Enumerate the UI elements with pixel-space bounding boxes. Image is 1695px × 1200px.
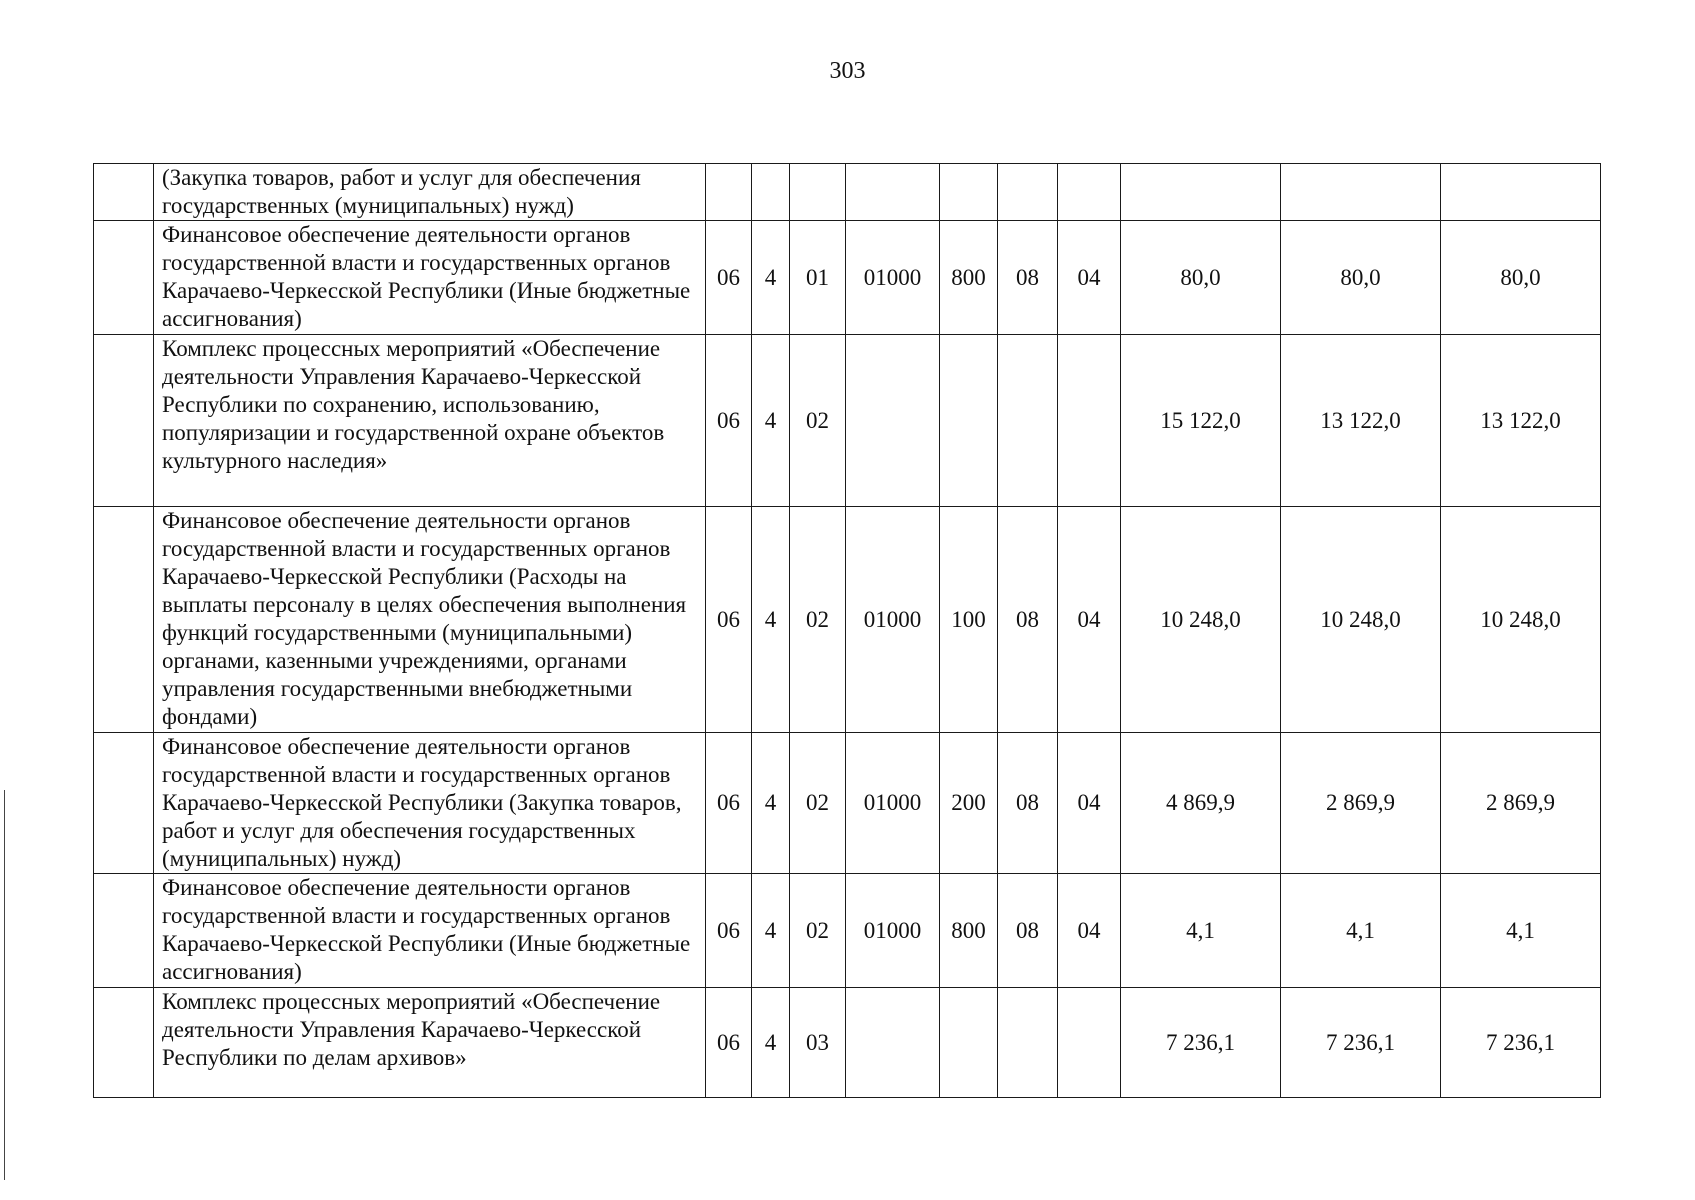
subsection-code-cell: 4 (752, 507, 790, 733)
subchapter-code-cell: 04 (1058, 221, 1121, 335)
table-row (94, 335, 1601, 507)
amount-year-1-cell: 80,0 (1121, 221, 1281, 335)
program-code-cell: 02 (790, 874, 846, 988)
amount-year-1-cell: 4 869,9 (1121, 733, 1281, 874)
table-row (94, 988, 1601, 1098)
amount-year-2-cell: 10 248,0 (1281, 507, 1441, 733)
row-number-cell (94, 874, 154, 988)
amount-year-2-cell: 13 122,0 (1281, 335, 1441, 507)
table-row (94, 164, 1601, 221)
scan-margin-line (4, 790, 5, 1180)
subsection-code-cell: 4 (752, 733, 790, 874)
description-cell: Финансовое обеспечение деятельности органов государственной власти и государственных органов Карачаево-Черкесской Республики (Иные бюджетные ассигнования) (154, 221, 706, 335)
page-number: 303 (829, 58, 866, 84)
expense-type-code-cell: 100 (940, 507, 998, 733)
chapter-code-cell: 08 (998, 874, 1058, 988)
program-code-cell: 01 (790, 221, 846, 335)
target-code-cell: 01000 (846, 221, 940, 335)
row-number-cell (94, 221, 154, 335)
table-body (94, 164, 1601, 1098)
expense-type-code-cell: 200 (940, 733, 998, 874)
amount-year-1-cell: 10 248,0 (1121, 507, 1281, 733)
description-cell: Финансовое обеспечение деятельности органов государственной власти и государственных органов Карачаево-Черкесской Республики (Иные бюджетные ассигнования) (154, 874, 706, 988)
description-cell: Финансовое обеспечение деятельности органов государственной власти и государственных органов Карачаево-Черкесской Республики (Расходы на выплаты персоналу в целях обеспечения выполнения функций государственными (муниципальными) органами, казенными учреждениями, органами управления государственными внебюджетными фондами) (154, 507, 706, 733)
amount-year-2-cell: 2 869,9 (1281, 733, 1441, 874)
chapter-code-cell (998, 164, 1058, 221)
row-number-cell (94, 733, 154, 874)
amount-year-2-cell: 80,0 (1281, 221, 1441, 335)
subsection-code-cell: 4 (752, 221, 790, 335)
section-code-cell (706, 164, 752, 221)
table-row (94, 733, 1601, 874)
program-code-cell: 02 (790, 335, 846, 507)
amount-year-3-cell: 80,0 (1441, 221, 1601, 335)
description-cell: (Закупка товаров, работ и услуг для обеспечения государственных (муниципальных) нужд) (154, 164, 706, 221)
table-row (94, 221, 1601, 335)
subchapter-code-cell (1058, 164, 1121, 221)
subchapter-code-cell: 04 (1058, 733, 1121, 874)
target-code-cell (846, 335, 940, 507)
section-code-cell: 06 (706, 733, 752, 874)
amount-year-3-cell: 7 236,1 (1441, 988, 1601, 1098)
subsection-code-cell: 4 (752, 988, 790, 1098)
description-cell: Финансовое обеспечение деятельности органов государственной власти и государственных органов Карачаево-Черкесской Республики (Закупка товаров, работ и услуг для обеспечения государственных (муниципальных) нужд) (154, 733, 706, 874)
subchapter-code-cell: 04 (1058, 874, 1121, 988)
amount-year-3-cell: 13 122,0 (1441, 335, 1601, 507)
expense-type-code-cell (940, 335, 998, 507)
row-number-cell (94, 164, 154, 221)
subsection-code-cell: 4 (752, 874, 790, 988)
row-number-cell (94, 988, 154, 1098)
amount-year-1-cell (1121, 164, 1281, 221)
program-code-cell: 03 (790, 988, 846, 1098)
amount-year-3-cell: 2 869,9 (1441, 733, 1601, 874)
section-code-cell: 06 (706, 874, 752, 988)
target-code-cell (846, 164, 940, 221)
amount-year-1-cell: 4,1 (1121, 874, 1281, 988)
program-code-cell: 02 (790, 507, 846, 733)
target-code-cell: 01000 (846, 507, 940, 733)
subsection-code-cell: 4 (752, 335, 790, 507)
program-code-cell: 02 (790, 733, 846, 874)
table-row (94, 507, 1601, 733)
amount-year-3-cell: 10 248,0 (1441, 507, 1601, 733)
subchapter-code-cell (1058, 335, 1121, 507)
table-row (94, 874, 1601, 988)
expense-type-code-cell: 800 (940, 874, 998, 988)
section-code-cell: 06 (706, 221, 752, 335)
program-code-cell (790, 164, 846, 221)
target-code-cell (846, 988, 940, 1098)
target-code-cell: 01000 (846, 874, 940, 988)
subsection-code-cell (752, 164, 790, 221)
chapter-code-cell (998, 988, 1058, 1098)
amount-year-2-cell: 4,1 (1281, 874, 1441, 988)
amount-year-3-cell (1441, 164, 1601, 221)
section-code-cell: 06 (706, 335, 752, 507)
row-number-cell (94, 335, 154, 507)
subchapter-code-cell: 04 (1058, 507, 1121, 733)
description-cell: Комплекс процессных мероприятий «Обеспечение деятельности Управления Карачаево-Черкесской Республики по делам архивов» (154, 988, 706, 1098)
chapter-code-cell: 08 (998, 733, 1058, 874)
chapter-code-cell (998, 335, 1058, 507)
expense-type-code-cell (940, 164, 998, 221)
description-cell: Комплекс процессных мероприятий «Обеспечение деятельности Управления Карачаево-Черкесской Республики по сохранению, использованию, популяризации и государственной охране объектов культурного наследия» (154, 335, 706, 507)
chapter-code-cell: 08 (998, 221, 1058, 335)
expense-type-code-cell: 800 (940, 221, 998, 335)
subchapter-code-cell (1058, 988, 1121, 1098)
chapter-code-cell: 08 (998, 507, 1058, 733)
amount-year-1-cell: 7 236,1 (1121, 988, 1281, 1098)
amount-year-3-cell: 4,1 (1441, 874, 1601, 988)
section-code-cell: 06 (706, 988, 752, 1098)
budget-table (93, 163, 1601, 1098)
row-number-cell (94, 507, 154, 733)
amount-year-2-cell (1281, 164, 1441, 221)
expense-type-code-cell (940, 988, 998, 1098)
amount-year-2-cell: 7 236,1 (1281, 988, 1441, 1098)
amount-year-1-cell: 15 122,0 (1121, 335, 1281, 507)
section-code-cell: 06 (706, 507, 752, 733)
target-code-cell: 01000 (846, 733, 940, 874)
